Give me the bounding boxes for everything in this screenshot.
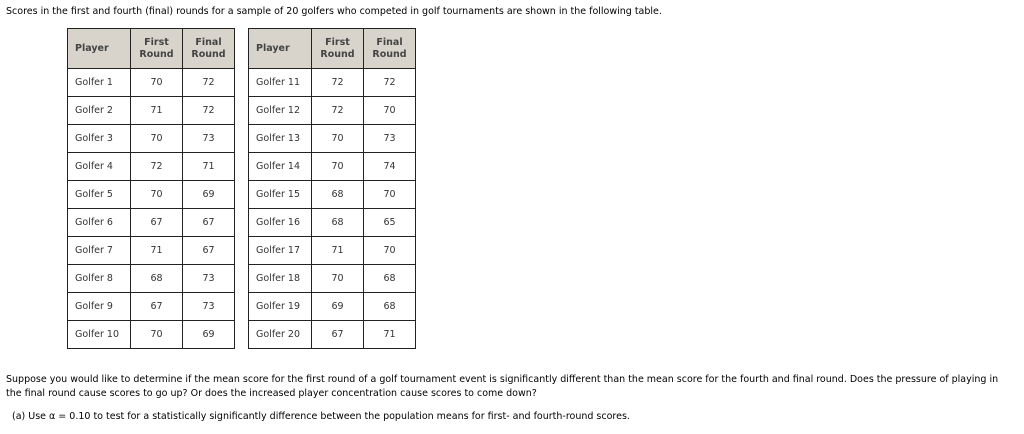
header-player: Player bbox=[249, 29, 312, 69]
player-cell: Golfer 12 bbox=[249, 97, 312, 125]
final-round-cell: 74 bbox=[364, 153, 416, 181]
final-round-cell: 69 bbox=[183, 181, 235, 209]
header-first-round: First Round bbox=[131, 29, 183, 69]
table-row bbox=[68, 69, 235, 97]
table-row bbox=[68, 125, 235, 153]
header-player: Player bbox=[68, 29, 131, 69]
player-cell: Golfer 17 bbox=[249, 237, 312, 265]
player-cell: Golfer 16 bbox=[249, 209, 312, 237]
table-row bbox=[68, 181, 235, 209]
player-cell: Golfer 18 bbox=[249, 265, 312, 293]
header-final-round: Final Round bbox=[364, 29, 416, 69]
final-round-cell: 68 bbox=[364, 293, 416, 321]
first-round-cell: 70 bbox=[131, 181, 183, 209]
final-round-cell: 72 bbox=[183, 97, 235, 125]
player-cell: Golfer 20 bbox=[249, 321, 312, 349]
first-round-cell: 68 bbox=[312, 181, 364, 209]
player-cell: Golfer 8 bbox=[68, 265, 131, 293]
table-row bbox=[249, 321, 416, 349]
first-round-cell: 70 bbox=[312, 125, 364, 153]
player-cell: Golfer 15 bbox=[249, 181, 312, 209]
player-cell: Golfer 2 bbox=[68, 97, 131, 125]
table-row bbox=[68, 237, 235, 265]
table-row bbox=[249, 265, 416, 293]
final-round-cell: 69 bbox=[183, 321, 235, 349]
first-round-cell: 72 bbox=[312, 97, 364, 125]
player-cell: Golfer 11 bbox=[249, 69, 312, 97]
player-cell: Golfer 9 bbox=[68, 293, 131, 321]
intro-text: Scores in the first and fourth (final) rounds for a sample of 20 golfers who competed in golf tournaments are shown in the following table. bbox=[6, 6, 662, 17]
first-round-cell: 70 bbox=[312, 153, 364, 181]
first-round-cell: 71 bbox=[131, 237, 183, 265]
first-round-cell: 68 bbox=[131, 265, 183, 293]
first-round-cell: 70 bbox=[131, 321, 183, 349]
final-round-cell: 68 bbox=[364, 265, 416, 293]
first-round-cell: 71 bbox=[131, 97, 183, 125]
player-cell: Golfer 4 bbox=[68, 153, 131, 181]
first-round-cell: 67 bbox=[131, 209, 183, 237]
header-final-round: Final Round bbox=[183, 29, 235, 69]
table-row bbox=[249, 293, 416, 321]
player-cell: Golfer 13 bbox=[249, 125, 312, 153]
final-round-cell: 67 bbox=[183, 209, 235, 237]
final-round-cell: 72 bbox=[183, 69, 235, 97]
first-round-cell: 72 bbox=[312, 69, 364, 97]
final-round-cell: 70 bbox=[364, 97, 416, 125]
final-round-cell: 67 bbox=[183, 237, 235, 265]
scores-table-left bbox=[67, 28, 235, 349]
player-cell: Golfer 14 bbox=[249, 153, 312, 181]
player-cell: Golfer 19 bbox=[249, 293, 312, 321]
player-cell: Golfer 10 bbox=[68, 321, 131, 349]
player-cell: Golfer 6 bbox=[68, 209, 131, 237]
first-round-cell: 68 bbox=[312, 209, 364, 237]
scores-table-right bbox=[248, 28, 416, 349]
table-row bbox=[249, 125, 416, 153]
question-text: Suppose you would like to determine if the mean score for the first round of a golf tournament event is significantly different than the mean score for the fourth and final round. Does the pressure of playing in the final round cause scores to go up? Or does the increased player concentration cause scores to come down? bbox=[6, 374, 999, 399]
first-round-cell: 67 bbox=[131, 293, 183, 321]
final-round-cell: 73 bbox=[183, 265, 235, 293]
table-row bbox=[249, 97, 416, 125]
first-round-cell: 70 bbox=[312, 265, 364, 293]
final-round-cell: 70 bbox=[364, 181, 416, 209]
first-round-cell: 67 bbox=[312, 321, 364, 349]
first-round-cell: 72 bbox=[131, 153, 183, 181]
final-round-cell: 65 bbox=[364, 209, 416, 237]
final-round-cell: 73 bbox=[183, 293, 235, 321]
first-round-cell: 70 bbox=[131, 69, 183, 97]
player-cell: Golfer 3 bbox=[68, 125, 131, 153]
first-round-cell: 70 bbox=[131, 125, 183, 153]
table-row bbox=[68, 153, 235, 181]
final-round-cell: 73 bbox=[183, 125, 235, 153]
part-a-text: (a) Use α = 0.10 to test for a statistically significantly difference between the population means for first- and fourth-round scores. bbox=[12, 411, 630, 422]
final-round-cell: 71 bbox=[183, 153, 235, 181]
table-row bbox=[68, 265, 235, 293]
player-cell: Golfer 1 bbox=[68, 69, 131, 97]
table-row bbox=[68, 209, 235, 237]
first-round-cell: 71 bbox=[312, 237, 364, 265]
table-row bbox=[249, 237, 416, 265]
table-row bbox=[249, 181, 416, 209]
header-first-round: First Round bbox=[312, 29, 364, 69]
table-row bbox=[68, 321, 235, 349]
table-row bbox=[249, 153, 416, 181]
table-row bbox=[68, 97, 235, 125]
player-cell: Golfer 5 bbox=[68, 181, 131, 209]
table-row bbox=[68, 293, 235, 321]
first-round-cell: 69 bbox=[312, 293, 364, 321]
player-cell: Golfer 7 bbox=[68, 237, 131, 265]
final-round-cell: 71 bbox=[364, 321, 416, 349]
final-round-cell: 70 bbox=[364, 237, 416, 265]
final-round-cell: 72 bbox=[364, 69, 416, 97]
table-row bbox=[249, 69, 416, 97]
final-round-cell: 73 bbox=[364, 125, 416, 153]
table-row bbox=[249, 209, 416, 237]
